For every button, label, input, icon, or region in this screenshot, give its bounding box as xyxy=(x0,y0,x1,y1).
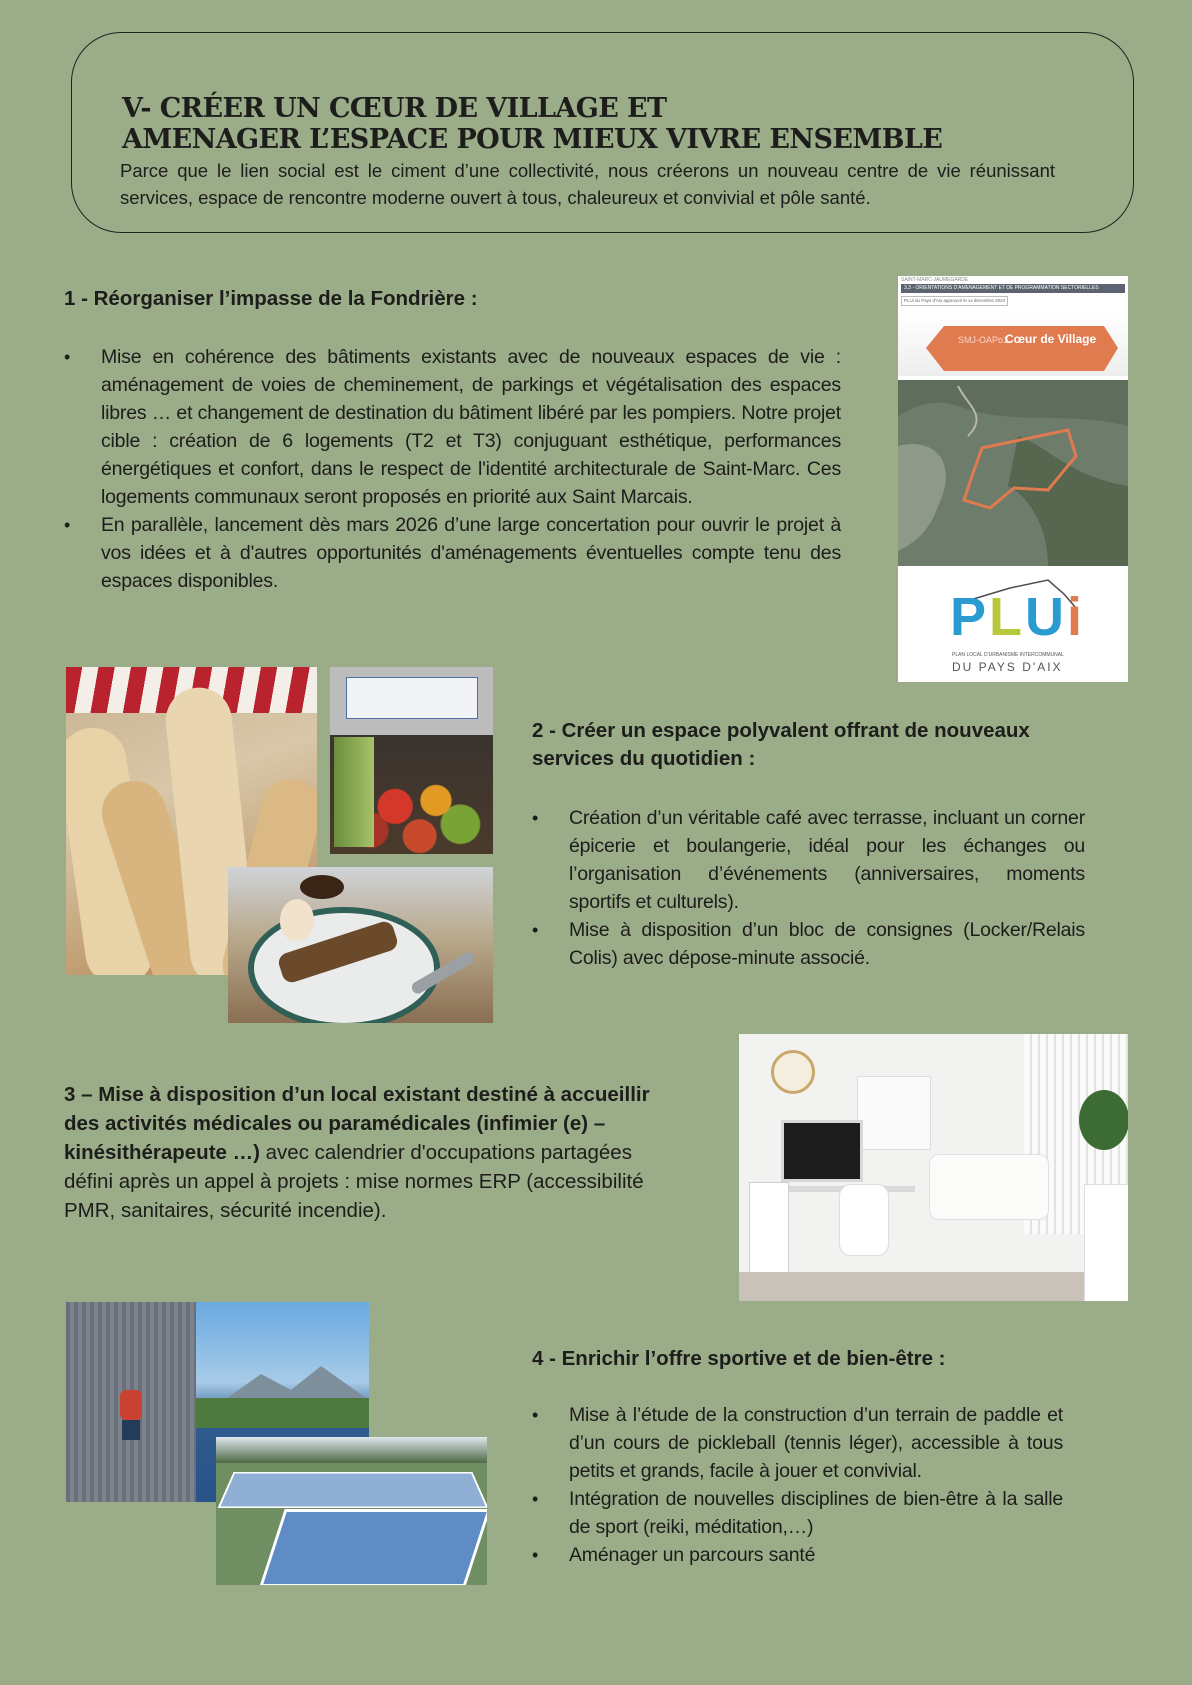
list-item: • En parallèle, lancement dès mars 2026 d’une large concertation pour ouvrir le projet à vos idées et à d'autres opportunités d'aménagements éventuelles compte tenu des espaces disponibles. xyxy=(64,511,841,595)
plui-arrow-title: Cœur de Village xyxy=(1005,332,1097,346)
section3-text xyxy=(64,1080,674,1225)
section1-list xyxy=(64,343,841,595)
plui-band: 3.3 - ORIENTATIONS D'AMENAGEMENT ET DE PROGRAMMATION SECTORIELLES xyxy=(901,284,1125,293)
section3-body: avec calendrier d'occupations partagées défini après un appel à projets : mise normes ERP (accessibilité PMR, sanitaires, sécurité incendie). xyxy=(64,1141,644,1222)
section2-list xyxy=(532,804,1085,972)
court xyxy=(259,1509,487,1585)
intro-text: Parce que le lien social est le ciment d’une collectivité, nous créerons un nouveau centre de vie réunissant services, espace de rencontre moderne ouvert à tous, chaleureux et convivial et pôle santé. xyxy=(120,160,1055,208)
page-title xyxy=(122,93,942,155)
list-item: • Mise à disposition d’un bloc de consignes (Locker/Relais Colis) avec dépose-minute associé. xyxy=(532,916,1085,972)
breakfast-photo xyxy=(228,867,493,1023)
section3-heading: 3 – Mise à disposition d’un local existant destiné à accueillir des activités médicales ou paramédicales (infimier (e) – kinésithérapeute …) xyxy=(64,1083,650,1164)
plui-document-image xyxy=(898,276,1128,682)
list-item: • Création d’un véritable café avec terrasse, incluant un corner épicerie et boulangerie, idéal pour les échanges ou l’organisation d’événements (anniversaires, moments sportifs et culturels). xyxy=(532,804,1085,916)
plui-logo: PLUi xyxy=(950,587,1086,647)
list-item: • Intégration de nouvelles disciplines de bien-être à la salle de sport (reiki, méditation,…) xyxy=(532,1485,1063,1541)
medical-office-photo xyxy=(739,1034,1128,1301)
list-item: • Mise à l’étude de la construction d’un terrain de paddle et d’un cours de pickleball (tennis léger), accessible à tous petits et grands, facile à jouer et convivial. xyxy=(532,1401,1063,1485)
header-box xyxy=(71,32,1134,233)
section1-heading: 1 - Réorganiser l’impasse de la Fondrière : xyxy=(64,287,478,310)
player xyxy=(120,1390,142,1420)
plui-top-label: SAINT-MARC-JAUMEGARDE xyxy=(901,277,969,283)
plui-arrow-code: SMJ-OAPo1 xyxy=(958,335,1009,345)
section4-heading: 4 - Enrichir l’offre sportive et de bien-être : xyxy=(532,1347,946,1370)
title-line-1: V- CRÉER UN CŒUR DE VILLAGE ET xyxy=(122,93,667,124)
pickleball-photo xyxy=(216,1437,487,1585)
plui-approved: PLUi du Pays d'Aix approuvé le xx décembre 2024 xyxy=(901,296,1008,306)
plui-logo-sub: PLAN LOCAL D'URBANISME INTERCOMMUNAL xyxy=(952,652,1064,658)
clock-icon xyxy=(771,1050,815,1094)
monitor xyxy=(781,1120,863,1182)
chair xyxy=(839,1184,889,1256)
section2-heading: 2 - Créer un espace polyvalent offrant de nouveaux services du quotidien : xyxy=(532,719,1030,770)
plant xyxy=(1079,1090,1128,1150)
exam-table xyxy=(929,1154,1049,1220)
vegetables-photo xyxy=(330,667,493,854)
list-item: • Aménager un parcours santé xyxy=(532,1541,1063,1569)
plui-logo-region: DU PAYS D'AIX xyxy=(952,660,1063,674)
list-item: • Mise en cohérence des bâtiments existants avec de nouveaux espaces de vie : aménagement de voies de cheminement, de parkings et végétalisation des espaces libres … et changement de destination du bâtiment libéré par les pompiers. Notre projet cible : création de 6 logements (T2 et T3) conjuguant esthétique, performances énergétiques et confort, dans le respect de l'identité architecturale de Saint-Marc. Ces logements communaux seront proposés en priorité aux Saint Marcais. xyxy=(64,343,841,511)
title-line-2: AMENAGER L’ESPACE POUR MIEUX VIVRE ENSEMBLE xyxy=(122,124,943,155)
section4-list xyxy=(532,1401,1063,1569)
